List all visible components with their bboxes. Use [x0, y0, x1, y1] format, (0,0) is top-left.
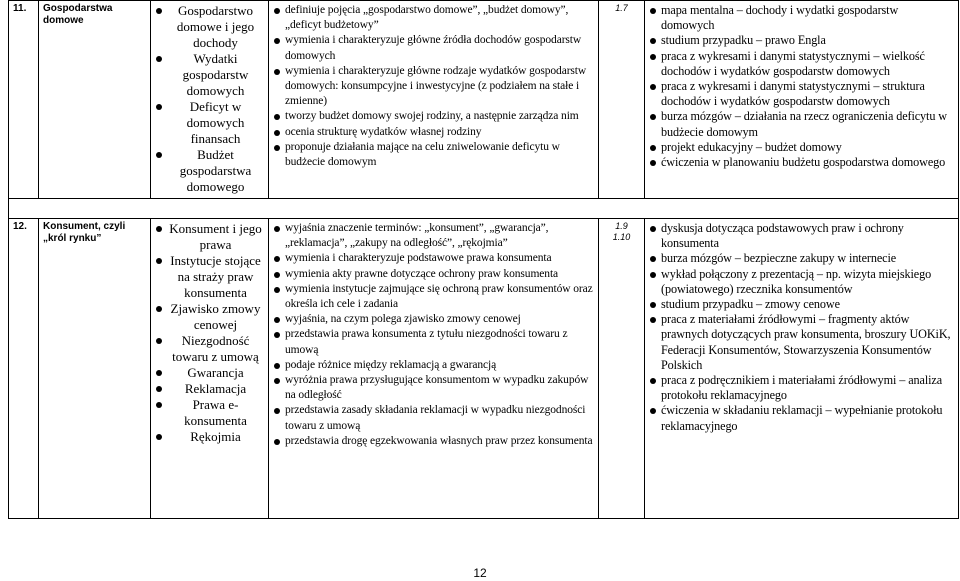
- activity-item: projekt edukacyjny – budżet domowy: [649, 140, 954, 155]
- activities-list: [649, 221, 954, 434]
- objective-item: przedstawia zasady składania reklamacji w wypadku niezgodności towaru z umową: [273, 403, 594, 433]
- activity-item: ćwiczenia w planowaniu budżetu gospodarstwa domowego: [649, 155, 954, 170]
- activity-item: praca z wykresami i danymi statystycznymi – wielkość dochodów i wydatków gospodarstw domowych: [649, 49, 954, 79]
- activity-item: studium przypadku – zmowy cenowe: [649, 297, 954, 312]
- activity-item: dyskusja dotycząca podstawowych praw i ochrony konsumenta: [649, 221, 954, 251]
- activity-item: ćwiczenia w składaniu reklamacji – wypełnianie protokołu reklamacyjnego: [649, 403, 954, 433]
- content-item: Zjawisko zmowy cenowej: [155, 301, 264, 333]
- lesson-number: 11.: [9, 1, 39, 199]
- objective-item: proponuje działania mające na celu zniwelowanie deficytu w budżecie domowym: [273, 140, 594, 170]
- curriculum-ref-cell: [599, 1, 645, 199]
- objective-item: wymienia i charakteryzuje podstawowe prawa konsumenta: [273, 251, 594, 266]
- objective-item: wymienia instytucje zajmujące się ochroną praw konsumentów oraz określa ich cele i zadania: [273, 282, 594, 312]
- lesson-topic: Konsument, czyli „król rynku”: [39, 219, 151, 519]
- activity-item: mapa mentalna – dochody i wydatki gospodarstw domowych: [649, 3, 954, 33]
- table-row-spacer: [9, 199, 959, 219]
- objectives-cell: [269, 1, 599, 199]
- table-row-12: [9, 219, 959, 519]
- objective-item: przedstawia prawa konsumenta z tytułu niezgodności towaru z umową: [273, 327, 594, 357]
- curriculum-ref: 1.10: [612, 232, 631, 242]
- objectives-list: [273, 3, 594, 170]
- content-item: Konsument i jego prawa: [155, 221, 264, 253]
- content-item: Niezgodność towaru z umową: [155, 333, 264, 365]
- curriculum-ref: 1.7: [615, 3, 628, 13]
- content-item: Gospodarstwo domowe i jego dochody: [155, 3, 264, 51]
- activity-item: wykład połączony z prezentacją – np. wizyta miejskiego (powiatowego) rzecznika konsumentów: [649, 267, 954, 297]
- activities-cell: [645, 1, 959, 199]
- lesson-number: 12.: [9, 219, 39, 519]
- content-item: Wydatki gospodarstw domowych: [155, 51, 264, 99]
- activities-list: [649, 3, 954, 170]
- curriculum-table: [8, 0, 959, 519]
- objective-item: ocenia strukturę wydatków własnej rodziny: [273, 125, 594, 140]
- content-item: Deficyt w domowych finansach: [155, 99, 264, 147]
- content-cell: [151, 1, 269, 199]
- content-item: Rękojmia: [155, 429, 264, 445]
- page-number: 12: [473, 566, 487, 580]
- table-row-11: [9, 1, 959, 199]
- curriculum-ref: 1.9: [615, 221, 628, 231]
- content-item: Budżet gospodarstwa domowego: [155, 147, 264, 195]
- activity-item: praca z wykresami i danymi statystycznymi – struktura dochodów i wydatków gospodarstw domowych: [649, 79, 954, 109]
- objective-item: wymienia akty prawne dotyczące ochrony praw konsumenta: [273, 267, 594, 282]
- lesson-topic: Gospodarstwa domowe: [39, 1, 151, 199]
- content-item: Instytucje stojące na straży praw konsumenta: [155, 253, 264, 301]
- content-item: Reklamacja: [155, 381, 264, 397]
- content-item: Gwarancja: [155, 365, 264, 381]
- objectives-cell: [269, 219, 599, 519]
- objective-item: podaje różnice między reklamacją a gwarancją: [273, 358, 594, 373]
- activity-item: burza mózgów – bezpieczne zakupy w internecie: [649, 251, 954, 266]
- objective-item: wyjaśnia, na czym polega zjawisko zmowy cenowej: [273, 312, 594, 327]
- objective-item: wymienia i charakteryzuje główne źródła dochodów gospodarstw domowych: [273, 33, 594, 63]
- activity-item: studium przypadku – prawo Engla: [649, 33, 954, 48]
- curriculum-ref-cell: [599, 219, 645, 519]
- objective-item: wyjaśnia znaczenie terminów: „konsument”, „gwarancja”, „reklamacja”, „zakupy na odległość”, „rękojmia”: [273, 221, 594, 251]
- content-list: [155, 221, 264, 445]
- content-cell: [151, 219, 269, 519]
- activity-item: burza mózgów – działania na rzecz ograniczenia deficytu w budżecie domowym: [649, 109, 954, 139]
- content-list: [155, 3, 264, 195]
- content-item: Prawa e-konsumenta: [155, 397, 264, 429]
- activity-item: praca z materiałami źródłowymi – fragmenty aktów prawnych dotyczących praw konsumenta, broszury UOKiK, Federacji Konsumentów, Stowarzyszenia Konsumentów Polskich: [649, 312, 954, 373]
- activities-cell: [645, 219, 959, 519]
- objective-item: przedstawia drogę egzekwowania własnych praw przez konsumenta: [273, 434, 594, 449]
- objectives-list: [273, 221, 594, 449]
- objective-item: wyróżnia prawa przysługujące konsumentom w wypadku zakupów na odległość: [273, 373, 594, 403]
- objective-item: wymienia i charakteryzuje główne rodzaje wydatków gospodarstw domowych: konsumpcyjne i inwestycyjne (z podziałem na stałe i zmienne): [273, 64, 594, 110]
- activity-item: praca z podręcznikiem i materiałami źródłowymi – analiza protokołu reklamacyjnego: [649, 373, 954, 403]
- objective-item: tworzy budżet domowy swojej rodziny, a następnie zarządza nim: [273, 109, 594, 124]
- objective-item: definiuje pojęcia „gospodarstwo domowe”, „budżet domowy”, „deficyt budżetowy”: [273, 3, 594, 33]
